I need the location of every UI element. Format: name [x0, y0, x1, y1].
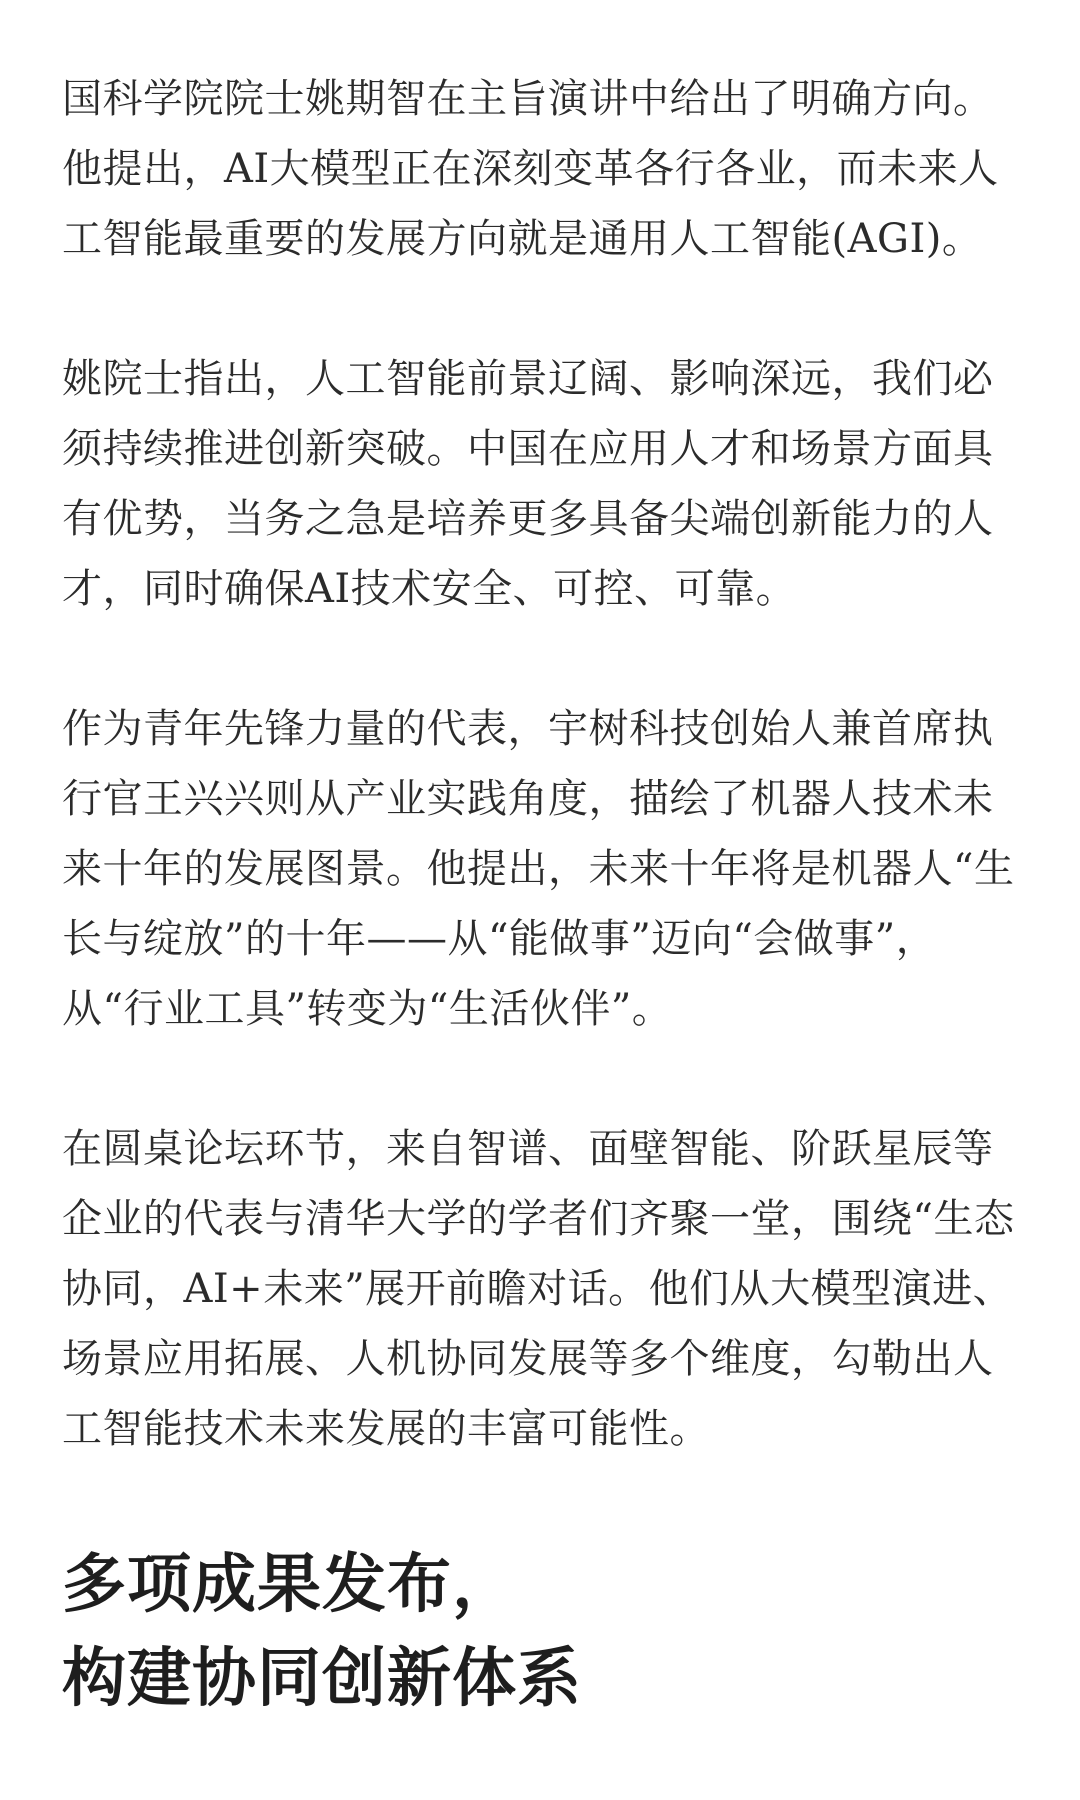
section-heading-line-2: 构建协同创新体系	[62, 1641, 582, 1716]
paragraph-unitree-robotics: 作为青年先锋力量的代表，宇树科技创始人兼首席执行官王兴兴则从产业实践角度，描绘了机器人技术未来十年的发展图景。他提出，未来十年将是机器人“生长与绽放”的十年——从“能做事”迈向“会做事”，从“行业工具”转变为“生活伙伴”。	[62, 706, 1015, 1032]
paragraph-agi-direction: 国科学院院士姚期智在主旨演讲中给出了明确方向。他提出，AI大模型正在深刻变革各行各业，而未来人工智能最重要的发展方向就是通用人工智能(AGI)。	[62, 76, 999, 262]
section-heading-line-1: 多项成果发布，	[62, 1547, 517, 1622]
article-body	[62, 64, 1018, 1464]
paragraph-yao-remarks: 姚院士指出，人工智能前景辽阔、影响深远，我们必须持续推进创新突破。中国在应用人才和场景方面具有优势，当务之急是培养更多具备尖端创新能力的人才，同时确保AI技术安全、可控、可靠。	[62, 356, 994, 612]
section-heading	[62, 1538, 582, 1726]
paragraph-roundtable-forum: 在圆桌论坛环节，来自智谱、面壁智能、阶跃星辰等企业的代表与清华大学的学者们齐聚一堂，围绕“生态协同，AI+未来”展开前瞻对话。他们从大模型演进、场景应用拓展、人机协同发展等多个维度，勾勒出人工智能技术未来发展的丰富可能性。	[62, 1126, 1015, 1452]
